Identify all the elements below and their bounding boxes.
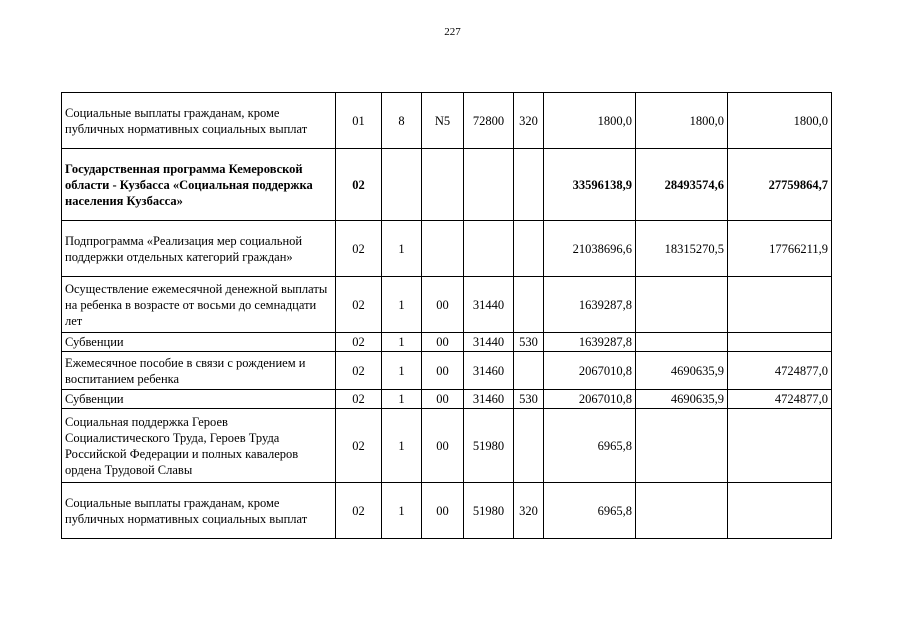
code-expense-type: 320 (514, 483, 544, 539)
budget-table (61, 92, 832, 539)
amount-year-3 (728, 409, 832, 483)
amount-year-1: 21038696,6 (544, 221, 636, 277)
code-subprogram: 1 (382, 352, 422, 390)
code-direction: 00 (422, 409, 464, 483)
amount-year-3: 4724877,0 (728, 352, 832, 390)
row-name: Социальные выплаты гражданам, кроме публичных нормативных социальных выплат (62, 93, 336, 149)
code-direction: 00 (422, 483, 464, 539)
code-direction: 00 (422, 333, 464, 352)
amount-year-3 (728, 483, 832, 539)
code-subprogram: 1 (382, 221, 422, 277)
amount-year-1: 1639287,8 (544, 277, 636, 333)
row-name: Субвенции (62, 390, 336, 409)
amount-year-2 (636, 333, 728, 352)
row-name: Социальные выплаты гражданам, кроме публичных нормативных социальных выплат (62, 483, 336, 539)
page-number: 227 (444, 26, 461, 38)
table-row (62, 409, 832, 483)
table-row (62, 277, 832, 333)
code-subprogram: 1 (382, 277, 422, 333)
code-subprogram: 1 (382, 409, 422, 483)
amount-year-3: 17766211,9 (728, 221, 832, 277)
code-section: 02 (336, 333, 382, 352)
amount-year-2 (636, 483, 728, 539)
code-expense-type (514, 221, 544, 277)
amount-year-2 (636, 409, 728, 483)
amount-year-3 (728, 277, 832, 333)
code-expense-type (514, 352, 544, 390)
code-section: 02 (336, 483, 382, 539)
amount-year-3: 4724877,0 (728, 390, 832, 409)
code-subprogram: 8 (382, 93, 422, 149)
amount-year-1: 6965,8 (544, 409, 636, 483)
amount-year-1: 6965,8 (544, 483, 636, 539)
amount-year-2: 4690635,9 (636, 390, 728, 409)
amount-year-2: 28493574,6 (636, 149, 728, 221)
table-body (62, 93, 832, 539)
code-expense-type (514, 277, 544, 333)
code-direction: 00 (422, 390, 464, 409)
code-section: 02 (336, 221, 382, 277)
code-direction (422, 221, 464, 277)
row-name: Субвенции (62, 333, 336, 352)
amount-year-2: 18315270,5 (636, 221, 728, 277)
code-target: 51980 (464, 409, 514, 483)
amount-year-3: 27759864,7 (728, 149, 832, 221)
amount-year-1: 1639287,8 (544, 333, 636, 352)
amount-year-2: 4690635,9 (636, 352, 728, 390)
code-target: 31460 (464, 352, 514, 390)
amount-year-2 (636, 277, 728, 333)
code-subprogram: 1 (382, 483, 422, 539)
amount-year-1: 1800,0 (544, 93, 636, 149)
code-direction: N5 (422, 93, 464, 149)
code-section: 02 (336, 149, 382, 221)
amount-year-1: 33596138,9 (544, 149, 636, 221)
code-target: 72800 (464, 93, 514, 149)
code-expense-type (514, 149, 544, 221)
table-row (62, 333, 832, 352)
row-name: Государственная программа Кемеровской области - Кузбасса «Социальная поддержка населения Кузбасса» (62, 149, 336, 221)
table-row (62, 483, 832, 539)
code-target: 51980 (464, 483, 514, 539)
code-expense-type: 530 (514, 333, 544, 352)
code-target (464, 221, 514, 277)
code-target (464, 149, 514, 221)
code-subprogram (382, 149, 422, 221)
code-direction: 00 (422, 277, 464, 333)
code-expense-type: 320 (514, 93, 544, 149)
table-row (62, 93, 832, 149)
code-subprogram: 1 (382, 333, 422, 352)
code-expense-type (514, 409, 544, 483)
row-name: Ежемесячное пособие в связи с рождением и воспитанием ребенка (62, 352, 336, 390)
row-name: Социальная поддержка Героев Социалистического Труда, Героев Труда Российской Федерации и полных кавалеров ордена Трудовой Славы (62, 409, 336, 483)
code-section: 02 (336, 390, 382, 409)
code-section: 01 (336, 93, 382, 149)
code-section: 02 (336, 352, 382, 390)
amount-year-3: 1800,0 (728, 93, 832, 149)
table-row (62, 352, 832, 390)
table-row (62, 149, 832, 221)
code-direction: 00 (422, 352, 464, 390)
code-section: 02 (336, 277, 382, 333)
amount-year-2: 1800,0 (636, 93, 728, 149)
amount-year-1: 2067010,8 (544, 352, 636, 390)
code-section: 02 (336, 409, 382, 483)
code-target: 31440 (464, 277, 514, 333)
code-subprogram: 1 (382, 390, 422, 409)
amount-year-1: 2067010,8 (544, 390, 636, 409)
amount-year-3 (728, 333, 832, 352)
code-target: 31460 (464, 390, 514, 409)
table-row (62, 221, 832, 277)
code-direction (422, 149, 464, 221)
table-row (62, 390, 832, 409)
row-name: Осуществление ежемесячной денежной выплаты на ребенка в возрасте от восьми до семнадцати лет (62, 277, 336, 333)
code-target: 31440 (464, 333, 514, 352)
row-name: Подпрограмма «Реализация мер социальной поддержки отдельных категорий граждан» (62, 221, 336, 277)
code-expense-type: 530 (514, 390, 544, 409)
